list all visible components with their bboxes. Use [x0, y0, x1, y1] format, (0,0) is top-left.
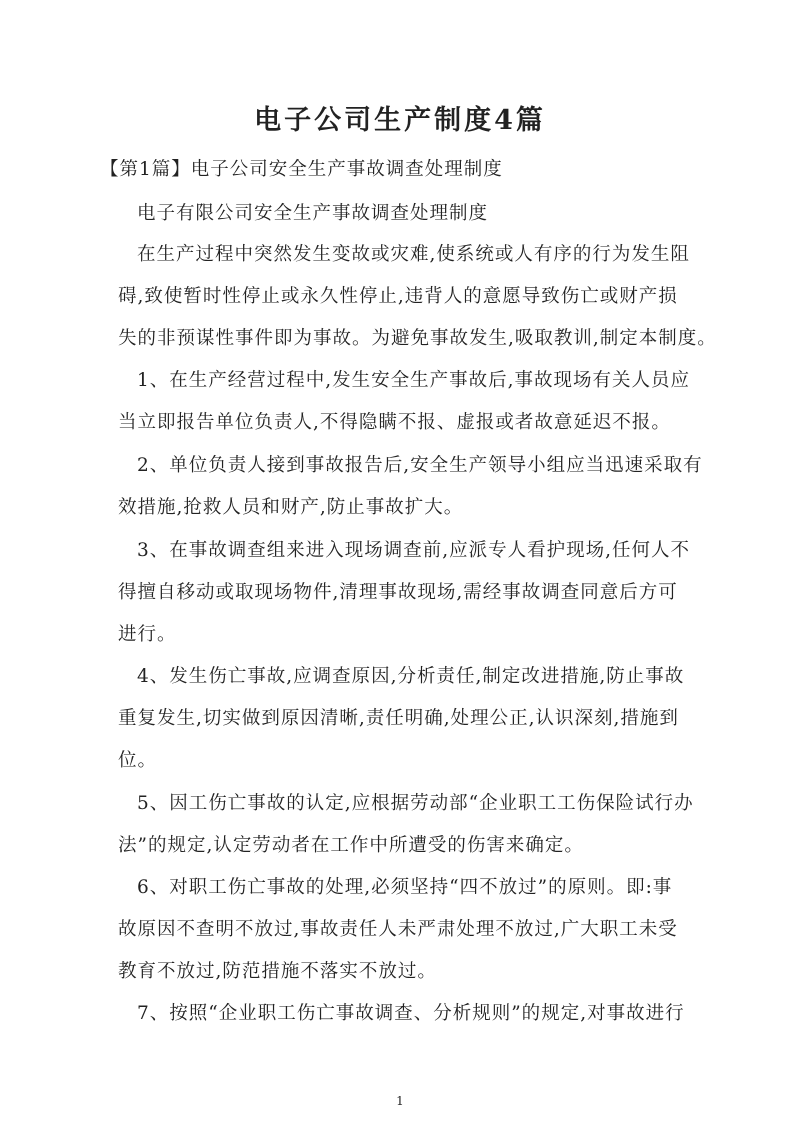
- page-number: 1: [396, 1094, 404, 1108]
- text-line: 教育不放过,防范措施不落实不放过。: [118, 961, 437, 982]
- text-line: 5、因工伤亡事故的认定,应根据劳动部“企业职工工伤保险试行办: [137, 793, 694, 814]
- document-subtitle: 电子有限公司安全生产事故调查处理制度: [137, 203, 489, 224]
- text-line: 得擅自移动或取现场物件,清理事故现场,需经事故调查同意后方可: [118, 582, 678, 603]
- section-heading: 【第1篇】电子公司安全生产事故调查处理制度: [100, 159, 503, 180]
- text-line: 重复发生,切实做到原因清晰,责任明确,处理公正,认识深刻,措施到: [118, 708, 679, 729]
- text-line: 在生产过程中突然发生变故或灾难,使系统或人有序的行为发生阻: [137, 244, 690, 265]
- text-line: 3、在事故调查组来进入现场调查前,应派专人看护现场,任何人不: [137, 540, 691, 561]
- text-line: 碍,致使暂时性停止或永久性停止,违背人的意愿导致伤亡或财产损: [118, 286, 678, 307]
- text-line: 4、发生伤亡事故,应调查原因,分析责任,制定改进措施,防止事故: [137, 666, 685, 687]
- text-line: 6、对职工伤亡事故的处理,必须坚持“四不放过”的原则。即:事: [137, 877, 673, 898]
- text-line: 1、在生产经营过程中,发生安全生产事故后,事故现场有关人员应: [137, 370, 691, 391]
- text-line: 7、按照“企业职工伤亡事故调查、分析规则”的规定,对事故进行: [137, 1003, 685, 1024]
- text-line: 当立即报告单位负责人,不得隐瞒不报、虚报或者故意延迟不报。: [118, 412, 671, 433]
- text-line: 进行。: [118, 624, 177, 645]
- text-line: 位。: [118, 750, 158, 771]
- text-line: 失的非预谋性事件即为事故。为避免事故发生,吸取教训,制定本制度。: [118, 328, 717, 349]
- text-line: 故原因不查明不放过,事故责任人未严肃处理不放过,广大职工未受: [118, 919, 678, 940]
- text-line: 2、单位负责人接到事故报告后,安全生产领导小组应当迅速采取有: [137, 455, 703, 476]
- document-title: 电子公司生产制度4篇: [254, 105, 546, 136]
- text-line: 法”的规定,认定劳动者在工作中所遭受的伤害来确定。: [118, 835, 584, 856]
- text-line: 效措施,抢救人员和财产,防止事故扩大。: [118, 497, 464, 518]
